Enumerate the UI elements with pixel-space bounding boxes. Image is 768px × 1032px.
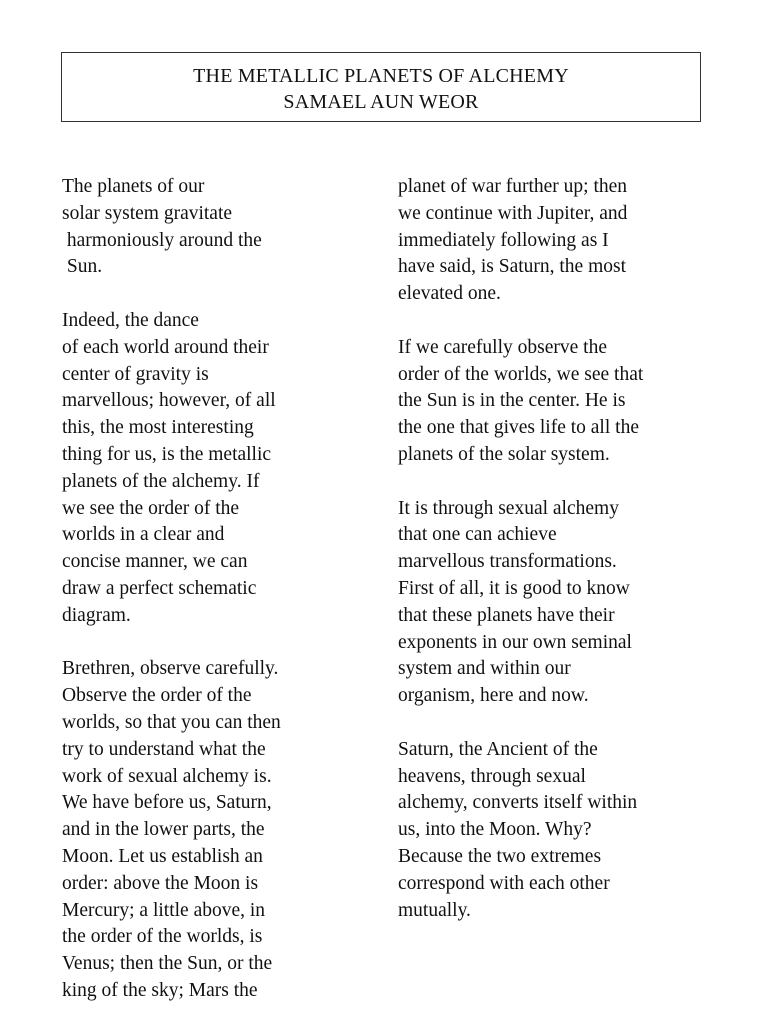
text-column-right bbox=[398, 174, 708, 951]
text-line: harmoniously around the bbox=[62, 229, 262, 251]
text-line: king of the sky; Mars the bbox=[62, 979, 258, 1001]
text-line: It is through sexual alchemy bbox=[398, 497, 619, 519]
text-line: heavens, through sexual bbox=[398, 765, 586, 787]
text-line: Indeed, the dance bbox=[62, 309, 199, 331]
text-line: correspond with each other bbox=[398, 872, 610, 894]
text-line: concise manner, we can bbox=[62, 551, 248, 573]
text-line: us, into the Moon. Why? bbox=[398, 819, 592, 841]
text-line: Venus; then the Sun, or the bbox=[62, 953, 273, 975]
text-line: order: above the Moon is bbox=[62, 872, 259, 894]
text-line: system and within our bbox=[398, 658, 571, 680]
document-author: SAMAEL AUN WEOR bbox=[283, 91, 479, 113]
document-title: THE METALLIC PLANETS OF ALCHEMY bbox=[193, 65, 569, 87]
paragraph bbox=[62, 308, 362, 630]
text-line: solar system gravitate bbox=[62, 202, 233, 224]
text-line: marvellous; however, of all bbox=[62, 390, 276, 412]
text-line: that these planets have their bbox=[398, 604, 615, 626]
text-line: try to understand what the bbox=[62, 738, 266, 760]
text-line: exponents in our own seminal bbox=[398, 631, 632, 653]
paragraph bbox=[398, 737, 708, 925]
text-line: Moon. Let us establish an bbox=[62, 845, 263, 867]
text-line: of each world around their bbox=[62, 336, 269, 358]
text-line: immediately following as I bbox=[398, 229, 609, 251]
text-line: work of sexual alchemy is. bbox=[62, 765, 272, 787]
text-line: Saturn, the Ancient of the bbox=[398, 738, 598, 760]
text-line: diagram. bbox=[62, 604, 131, 626]
paragraph bbox=[62, 174, 362, 281]
text-line: First of all, it is good to know bbox=[398, 577, 630, 599]
title-box bbox=[61, 52, 701, 122]
text-line: planets of the solar system. bbox=[398, 443, 610, 465]
text-line: center of gravity is bbox=[62, 363, 209, 385]
text-line: organism, here and now. bbox=[398, 685, 589, 707]
text-line: Observe the order of the bbox=[62, 685, 252, 707]
text-line: thing for us, is the metallic bbox=[62, 443, 272, 465]
text-line: and in the lower parts, the bbox=[62, 819, 265, 841]
text-column-left bbox=[62, 174, 362, 1032]
text-line: worlds in a clear and bbox=[62, 524, 225, 546]
text-line: If we carefully observe the bbox=[398, 336, 607, 358]
text-line: draw a perfect schematic bbox=[62, 577, 257, 599]
text-line: elevated one. bbox=[398, 283, 501, 305]
text-line: marvellous transformations. bbox=[398, 551, 617, 573]
paragraph bbox=[62, 656, 362, 1004]
text-line: that one can achieve bbox=[398, 524, 557, 546]
paragraph bbox=[398, 335, 708, 469]
text-line: planet of war further up; then bbox=[398, 176, 628, 197]
text-line: we continue with Jupiter, and bbox=[398, 202, 628, 224]
text-line: worlds, so that you can then bbox=[62, 711, 281, 733]
text-line: We have before us, Saturn, bbox=[62, 792, 272, 814]
text-line: Mercury; a little above, in bbox=[62, 899, 266, 921]
paragraph bbox=[398, 496, 708, 710]
text-line: we see the order of the bbox=[62, 497, 240, 519]
text-line: mutually. bbox=[398, 899, 471, 921]
text-line: order of the worlds, we see that bbox=[398, 363, 644, 385]
text-line: The planets of our bbox=[62, 176, 205, 197]
text-line: the order of the worlds, is bbox=[62, 926, 263, 948]
text-line: this, the most interesting bbox=[62, 417, 254, 439]
text-line: the Sun is in the center. He is bbox=[398, 390, 626, 412]
text-line: planets of the alchemy. If bbox=[62, 470, 260, 492]
text-line: Brethren, observe carefully. bbox=[62, 658, 279, 680]
text-line: alchemy, converts itself within bbox=[398, 792, 638, 814]
text-line: the one that gives life to all the bbox=[398, 417, 639, 439]
text-line: Sun. bbox=[62, 256, 103, 278]
text-line: Because the two extremes bbox=[398, 845, 602, 867]
paragraph bbox=[398, 174, 708, 308]
text-line: have said, is Saturn, the most bbox=[398, 256, 627, 278]
